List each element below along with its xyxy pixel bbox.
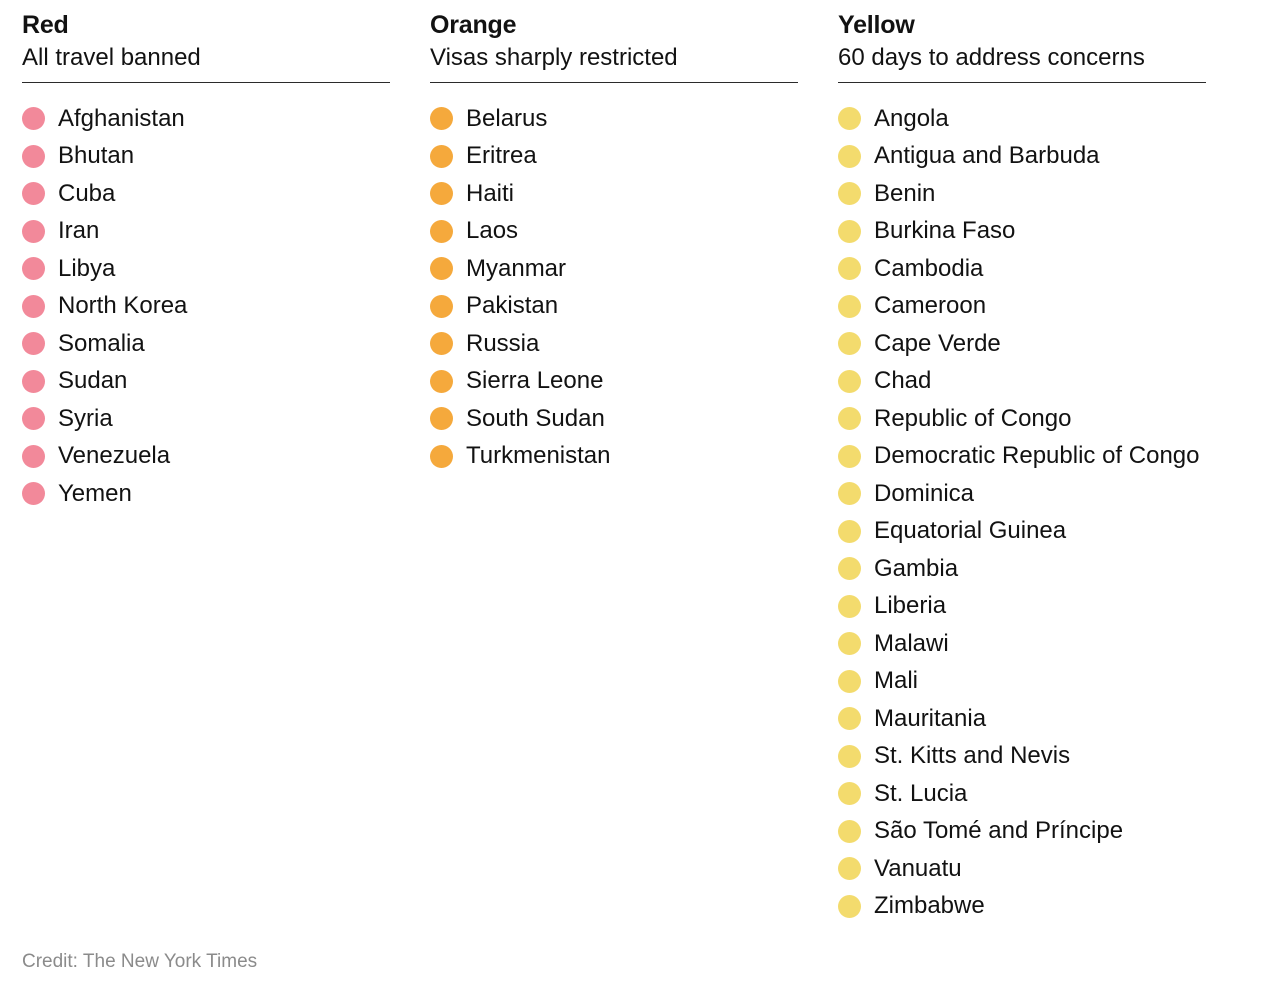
list-item [430,250,838,288]
tier-subtitle-red: All travel banned [22,44,201,71]
bullet-dot-icon [838,145,861,168]
country-label: Sudan [58,367,128,395]
country-label: São Tomé and Príncipe [874,817,1124,845]
list-item [22,100,430,138]
list-item [838,663,1262,701]
country-label: Liberia [874,592,947,620]
bullet-dot-icon [838,707,861,730]
list-item [838,325,1262,363]
bullet-dot-icon [838,107,861,130]
country-label: Iran [58,217,100,245]
bullet-dot-icon [22,257,45,280]
country-label: Russia [466,329,540,357]
country-label: Sierra Leone [466,367,604,395]
country-list-orange [430,100,838,475]
list-item [838,550,1262,588]
list-item [430,288,838,326]
country-label: Cameroon [874,292,987,320]
bullet-dot-icon [22,482,45,505]
list-item [430,213,838,251]
list-item [838,513,1262,551]
country-label: Vanuatu [874,854,962,882]
list-item [838,625,1262,663]
list-item [838,738,1262,776]
country-label: Cape Verde [874,329,1001,357]
country-label: Mali [874,667,919,695]
country-label: Venezuela [58,442,171,470]
country-label: Syria [58,404,113,432]
bullet-dot-icon [838,445,861,468]
list-item [838,138,1262,176]
country-label: St. Lucia [874,779,968,807]
list-item [22,325,430,363]
list-item [430,325,838,363]
list-item [838,850,1262,888]
bullet-dot-icon [838,220,861,243]
country-label: Republic of Congo [874,404,1072,432]
list-item [838,250,1262,288]
tier-divider-yellow [838,82,1206,83]
tier-column-yellow [838,10,1262,925]
tier-title-yellow: Yellow [838,11,915,39]
bullet-dot-icon [430,257,453,280]
bullet-dot-icon [838,820,861,843]
country-label: Equatorial Guinea [874,517,1067,545]
bullet-dot-icon [838,745,861,768]
bullet-dot-icon [838,407,861,430]
country-label: Gambia [874,554,959,582]
tier-column-red [22,10,430,513]
list-item [22,288,430,326]
bullet-dot-icon [430,407,453,430]
list-item [838,438,1262,476]
bullet-dot-icon [430,295,453,318]
list-item [430,100,838,138]
list-item [430,138,838,176]
bullet-dot-icon [22,295,45,318]
bullet-dot-icon [838,632,861,655]
country-label: Eritrea [466,142,537,170]
bullet-dot-icon [430,107,453,130]
list-item [430,175,838,213]
tier-header-yellow [838,10,1262,83]
bullet-dot-icon [838,782,861,805]
bullet-dot-icon [22,220,45,243]
list-item [838,813,1262,851]
bullet-dot-icon [22,370,45,393]
list-item [22,475,430,513]
tier-columns [22,10,1262,925]
tier-divider-orange [430,82,798,83]
country-label: Turkmenistan [466,442,611,470]
country-label: Pakistan [466,292,559,320]
country-label: Angola [874,104,949,132]
country-label: South Sudan [466,404,605,432]
country-label: Chad [874,367,932,395]
list-item [22,438,430,476]
bullet-dot-icon [838,520,861,543]
bullet-dot-icon [22,182,45,205]
country-list-yellow [838,100,1262,925]
country-label: Laos [466,217,519,245]
list-item [430,363,838,401]
country-label: Cuba [58,179,116,207]
list-item [22,400,430,438]
country-label: Somalia [58,329,145,357]
list-item [838,288,1262,326]
country-label: Cambodia [874,254,984,282]
bullet-dot-icon [22,145,45,168]
list-item [838,700,1262,738]
bullet-dot-icon [838,182,861,205]
tier-header-red [22,10,430,83]
bullet-dot-icon [430,145,453,168]
bullet-dot-icon [430,370,453,393]
bullet-dot-icon [838,895,861,918]
country-label: Libya [58,254,116,282]
bullet-dot-icon [838,857,861,880]
bullet-dot-icon [838,332,861,355]
country-label: Malawi [874,629,949,657]
country-list-red [22,100,430,513]
country-label: Democratic Republic of Congo [874,442,1200,470]
bullet-dot-icon [430,332,453,355]
country-label: Afghanistan [58,104,185,132]
list-item [22,175,430,213]
country-label: Zimbabwe [874,892,985,920]
list-item [838,400,1262,438]
bullet-dot-icon [22,332,45,355]
tier-subtitle-yellow: 60 days to address concerns [838,44,1145,71]
country-label: Belarus [466,104,548,132]
tier-header-orange [430,10,838,83]
tier-subtitle-orange: Visas sharply restricted [430,44,678,71]
country-label: Myanmar [466,254,567,282]
country-label: Benin [874,179,936,207]
country-label: Yemen [58,479,132,507]
country-label: Bhutan [58,142,135,170]
bullet-dot-icon [430,445,453,468]
bullet-dot-icon [838,557,861,580]
list-item [430,400,838,438]
list-item [838,588,1262,626]
tier-divider-red [22,82,390,83]
bullet-dot-icon [430,182,453,205]
country-label: St. Kitts and Nevis [874,742,1071,770]
tier-title-red: Red [22,11,69,39]
bullet-dot-icon [838,370,861,393]
list-item [838,100,1262,138]
country-label: Haiti [466,179,515,207]
bullet-dot-icon [838,595,861,618]
list-item [22,213,430,251]
list-item [838,475,1262,513]
bullet-dot-icon [838,295,861,318]
list-item [430,438,838,476]
list-item [838,888,1262,926]
list-item [838,175,1262,213]
credit-line: Credit: The New York Times [22,951,258,972]
list-item [838,363,1262,401]
tier-column-orange [430,10,838,475]
list-item [838,213,1262,251]
bullet-dot-icon [838,482,861,505]
country-label: Burkina Faso [874,217,1016,245]
list-item [22,138,430,176]
bullet-dot-icon [430,220,453,243]
country-label: North Korea [58,292,188,320]
list-item [22,250,430,288]
bullet-dot-icon [22,107,45,130]
bullet-dot-icon [22,407,45,430]
bullet-dot-icon [838,670,861,693]
tier-title-orange: Orange [430,11,517,39]
bullet-dot-icon [838,257,861,280]
country-label: Dominica [874,479,975,507]
list-item [838,775,1262,813]
bullet-dot-icon [22,445,45,468]
list-item [22,363,430,401]
country-label: Antigua and Barbuda [874,142,1100,170]
country-label: Mauritania [874,704,987,732]
